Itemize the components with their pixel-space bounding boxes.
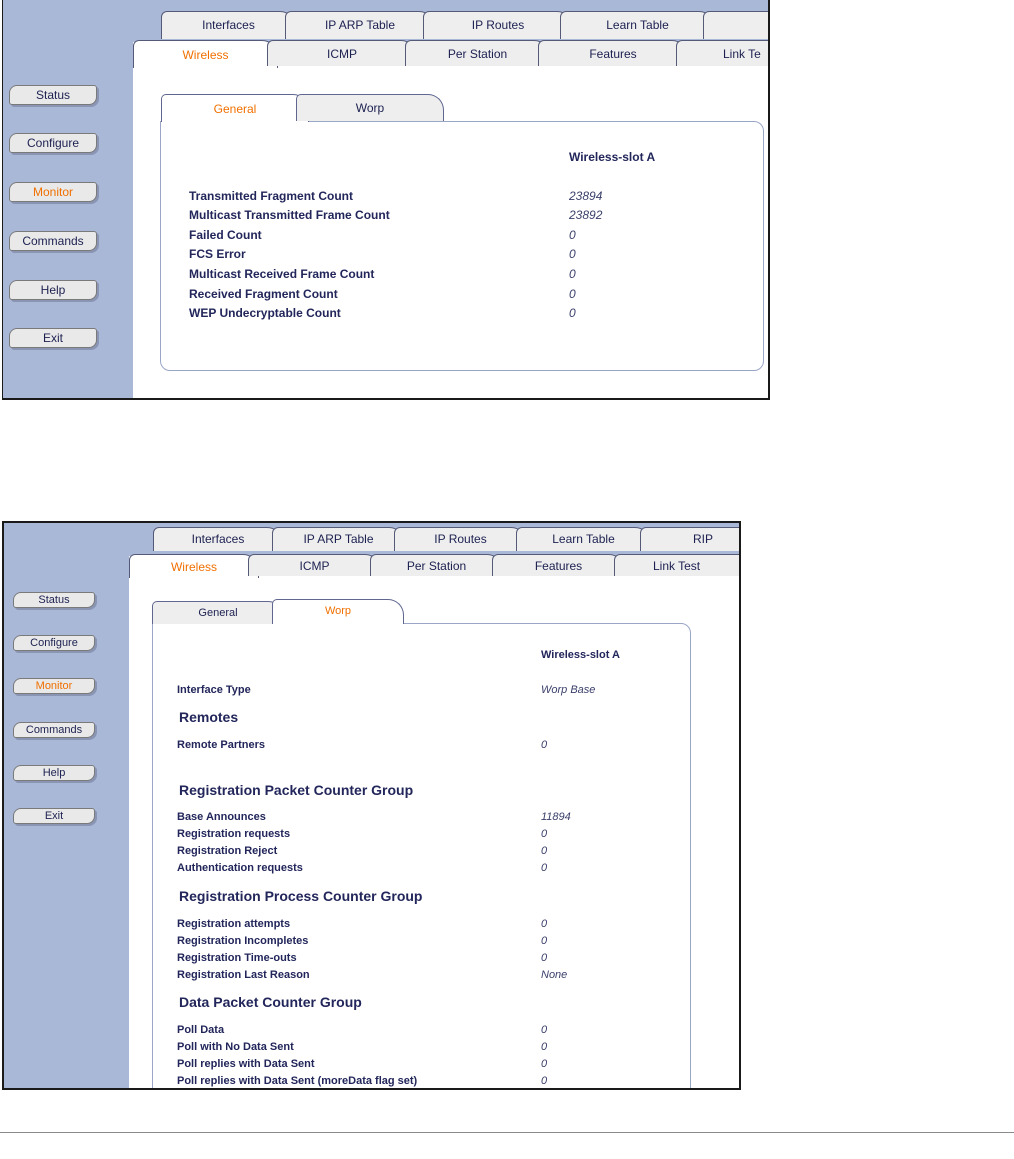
- row-label: Multicast Received Frame Count: [189, 267, 375, 281]
- tab-label: Per Station: [406, 559, 467, 573]
- row-value: 0: [569, 247, 576, 261]
- column-header: Wireless-slot A: [541, 649, 620, 661]
- nav-commands-button[interactable]: [13, 722, 95, 738]
- row-value: 0: [541, 1041, 548, 1053]
- section-title: Registration Process Counter Group: [179, 888, 423, 904]
- row-label: Authentication requests: [177, 862, 303, 874]
- tab-label: Interfaces: [202, 18, 255, 32]
- tab-icmp[interactable]: [248, 554, 381, 576]
- tab-ip-arp-table[interactable]: [285, 11, 435, 39]
- nav-label: Commands: [25, 724, 83, 736]
- nav-commands-button[interactable]: [9, 231, 97, 251]
- row-value: 0: [541, 952, 548, 964]
- section-title: Registration Packet Counter Group: [179, 782, 414, 798]
- column-header: Wireless-slot A: [569, 150, 656, 164]
- tab-label: Learn Table: [606, 18, 669, 32]
- row-value: 23894: [569, 189, 603, 203]
- tab-rip[interactable]: [640, 527, 741, 551]
- tab-icmp[interactable]: [267, 40, 417, 66]
- tab-label: Wireless: [182, 48, 229, 62]
- row-value: 0: [541, 1075, 548, 1087]
- tab-label: IP ARP Table: [324, 18, 396, 32]
- subtab-general[interactable]: [152, 601, 284, 624]
- row-value: 0: [541, 935, 548, 947]
- nav-label: Status: [35, 88, 71, 102]
- row-value: None: [541, 969, 568, 981]
- subtab-label: General: [198, 607, 238, 619]
- nav-label: Status: [38, 594, 70, 606]
- nav-monitor-button[interactable]: [9, 182, 97, 202]
- row-label: Poll Data: [177, 1024, 225, 1036]
- row-label: Poll with No Data Sent: [177, 1041, 294, 1053]
- subtab-label: Worp: [324, 605, 352, 617]
- row-label: Poll replies with Data Sent: [177, 1058, 315, 1070]
- tab-learn-table[interactable]: [560, 11, 715, 39]
- nav-help-button[interactable]: [9, 280, 97, 300]
- nav-label: Commands: [22, 234, 84, 248]
- row-label: Remote Partners: [177, 739, 266, 751]
- section-title: Data Packet Counter Group: [179, 994, 362, 1010]
- nav-help-button[interactable]: [13, 765, 95, 781]
- interface-type-label: Interface Type: [177, 684, 251, 696]
- nav-label: Configure: [30, 637, 78, 649]
- tab-ip-routes[interactable]: [394, 527, 527, 551]
- tab-label: IP ARP Table: [303, 532, 374, 546]
- row-value: 0: [569, 287, 576, 301]
- subtab-label: Worp: [355, 101, 385, 115]
- row-value: 23892: [569, 208, 603, 222]
- tab-label: Interfaces: [191, 532, 245, 546]
- row-label: Registration Incompletes: [177, 935, 309, 947]
- nav-configure-button[interactable]: [13, 635, 95, 651]
- nav-exit-button[interactable]: [13, 808, 95, 824]
- row-value: 11894: [541, 811, 571, 823]
- row-value: 0: [541, 828, 548, 840]
- tab-link-test[interactable]: [676, 40, 770, 66]
- row-label: Registration Time-outs: [177, 952, 297, 964]
- tab-label: ICMP: [327, 47, 357, 61]
- row-value: 0: [541, 739, 548, 751]
- row-label: Multicast Transmitted Frame Count: [189, 208, 390, 222]
- tab-label: IP Routes: [434, 532, 487, 546]
- interface-type-value: Worp Base: [541, 684, 596, 696]
- tab-label: Learn Table: [552, 532, 615, 546]
- nav-label: Help: [40, 283, 66, 297]
- row-label: Poll replies with Data Sent (moreData flag set): [177, 1075, 418, 1087]
- subtab-worp[interactable]: [296, 94, 444, 121]
- row-label: FCS Error: [189, 247, 246, 261]
- tab-label: Features: [534, 559, 583, 573]
- row-label: Transmitted Fragment Count: [189, 189, 354, 203]
- row-value: 0: [569, 306, 576, 320]
- section-title: Remotes: [179, 709, 239, 725]
- row-value: 0: [541, 1058, 548, 1070]
- row-value: 0: [541, 918, 548, 930]
- content-panel: [160, 121, 764, 371]
- nav-label: Monitor: [35, 680, 73, 692]
- row-label: Registration requests: [177, 828, 291, 840]
- tab-label: Link Test: [653, 559, 701, 573]
- tab-interfaces[interactable]: [161, 11, 296, 39]
- nav-label: Exit: [42, 331, 63, 345]
- subtab-general[interactable]: [161, 94, 309, 122]
- tab-label: ICMP: [299, 559, 330, 573]
- row-label: Failed Count: [189, 228, 262, 242]
- nav-label: Monitor: [32, 185, 73, 199]
- row-label: Registration attempts: [177, 918, 291, 930]
- subtab-label: General: [213, 102, 257, 116]
- nav-label: Exit: [44, 810, 64, 822]
- subtab-worp[interactable]: [272, 599, 404, 624]
- row-value: 0: [569, 228, 576, 242]
- tab-label: Link Te: [723, 47, 761, 61]
- tab-link-test[interactable]: [614, 554, 741, 576]
- tab-wireless[interactable]: [129, 554, 259, 578]
- tab-label: Features: [589, 47, 637, 61]
- tab-ip-routes[interactable]: [423, 11, 573, 39]
- tab-label: Per Station: [447, 47, 508, 61]
- nav-label: Help: [42, 767, 66, 779]
- nav-exit-button[interactable]: [9, 328, 97, 348]
- tab-per-station[interactable]: [370, 554, 503, 576]
- monitor-wireless-worp-screenshot: [2, 521, 741, 1090]
- row-label: Base Announces: [177, 811, 266, 823]
- tab-wireless[interactable]: [133, 40, 278, 68]
- nav-monitor-button[interactable]: [13, 678, 95, 694]
- row-value: 0: [541, 1024, 548, 1036]
- monitor-wireless-general-screenshot: [2, 0, 770, 400]
- page-footer-rule: [0, 1132, 1014, 1133]
- row-value: 0: [541, 862, 548, 874]
- tab-learn-table[interactable]: [516, 527, 651, 551]
- nav-status-button[interactable]: [13, 592, 95, 608]
- tab-label: RIP: [693, 532, 714, 546]
- row-label: Registration Reject: [177, 845, 278, 857]
- row-value: 0: [569, 267, 576, 281]
- tab-features[interactable]: [538, 40, 688, 66]
- nav-status-button[interactable]: [9, 85, 97, 105]
- tab-features[interactable]: [492, 554, 625, 576]
- nav-label: Configure: [26, 136, 80, 150]
- tab-interfaces[interactable]: [153, 527, 283, 551]
- row-label: Registration Last Reason: [177, 969, 310, 981]
- tab-ip-arp-table[interactable]: [272, 527, 405, 551]
- tab-partial[interactable]: [703, 11, 770, 39]
- tab-label: IP Routes: [471, 18, 525, 32]
- tab-label: Wireless: [170, 560, 217, 574]
- row-label: Received Fragment Count: [189, 287, 338, 301]
- row-value: 0: [541, 845, 548, 857]
- row-label: WEP Undecryptable Count: [189, 306, 341, 320]
- tab-per-station[interactable]: [405, 40, 550, 66]
- nav-configure-button[interactable]: [9, 133, 97, 153]
